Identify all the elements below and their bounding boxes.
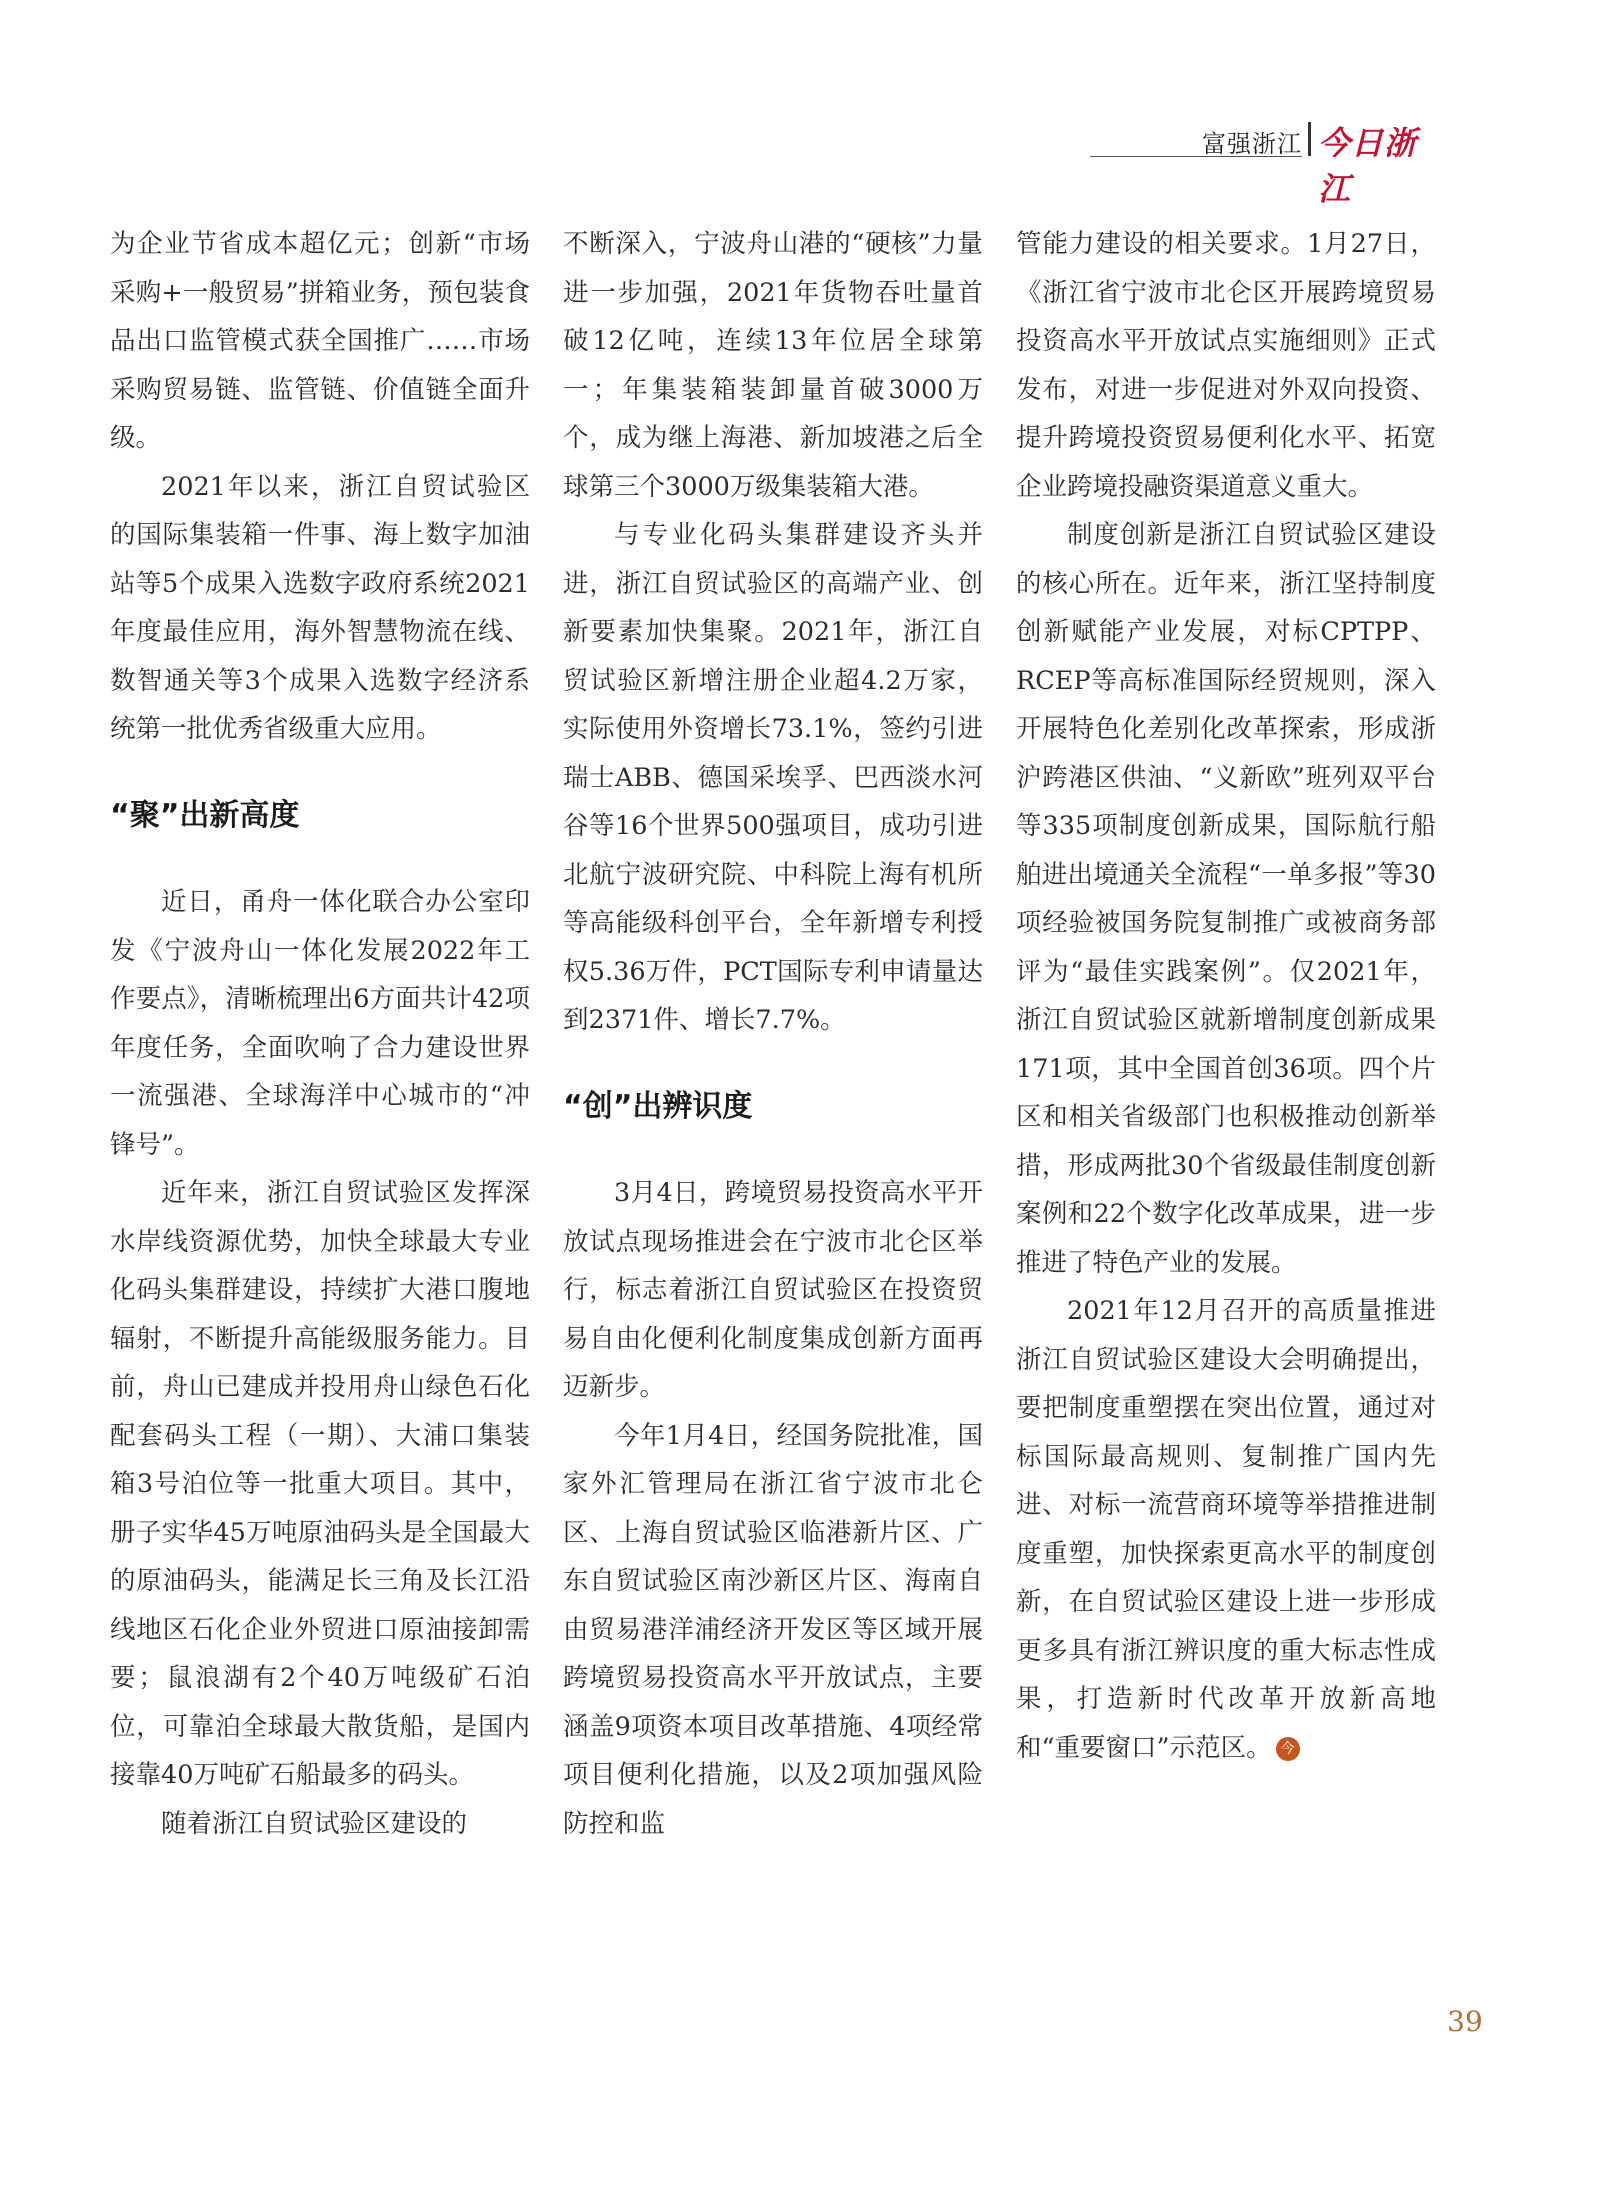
end-mark-icon: 今: [1276, 1737, 1300, 1761]
paragraph: 2021年以来，浙江自贸试验区的国际集装箱一件事、海上数字加油站等5个成果入选数字政府系统2021年度最佳应用，海外智慧物流在线、数智通关等3个成果入选数字经济系统第一批优秀省级重大应用。: [110, 471, 530, 744]
paragraph-final: [1016, 1287, 1436, 1772]
paragraph: 近年来，浙江自贸试验区发挥深水岸线资源优势，加快全球最大专业化码头集群建设，持续扩大港口腹地辐射，不断提升高能级服务能力。目前，舟山已建成并投用舟山绿色石化配套码头工程（一期）、大浦口集装箱3号泊位等一批重大项目。其中，册子实华45万吨原油码头是全国最大的原油码头，能满足长三角及长江沿线地区石化企业外贸进口原油接卸需要；鼠浪湖有2个40万吨级矿石泊位，可靠泊全球最大散货船，是国内接靠40万吨矿石船最多的码头。: [110, 1178, 530, 1790]
page-header: [1090, 118, 1435, 208]
column-2: [563, 220, 983, 1848]
section-heading: “创”出辨识度: [563, 1088, 753, 1124]
paragraph: 管能力建设的相关要求。1月27日，《浙江省宁波市北仑区开展跨境贸易投资高水平开放试点实施细则》正式发布，对进一步促进对外双向投资、提升跨境投资贸易便利化水平、拓宽企业跨境投融资渠道意义重大。: [1016, 229, 1436, 502]
paragraph: 近日，甬舟一体化联合办公室印发《宁波舟山一体化发展2022年工作要点》，清晰梳理出6方面共计42项年度任务，全面吹响了合力建设世界一流强港、全球海洋中心城市的“冲锋号”。: [110, 887, 530, 1160]
section-heading: “聚”出新高度: [110, 797, 300, 833]
paragraph: 与专业化码头集群建设齐头并进，浙江自贸试验区的高端产业、创新要素加快集聚。2021年，浙江自贸试验区新增注册企业超4.2万家，实际使用外资增长73.1%，签约引进瑞士ABB、德国采埃孚、巴西淡水河谷等16个世界500强项目，成功引进北航宁波研究院、中科院上海有机所等高能级科创平台，全年新增专利授权5.36万件，PCT国际专利申请量达到2371件、增长7.7%。: [563, 520, 983, 1035]
column-3: [1016, 220, 1436, 1772]
paragraph: 随着浙江自贸试验区建设的: [161, 1808, 468, 1839]
paragraph: 今年1月4日，经国务院批准，国家外汇管理局在浙江省宁波市北仑区、上海自贸试验区临港新片区、广东自贸试验区南沙新区片区、海南自由贸易港洋浦经济开发区等区域开展跨境贸易投资高水平开放试点，主要涵盖9项资本项目改革措施、4项经常项目便利化措施，以及2项加强风险防控和监: [563, 1420, 983, 1839]
paragraph-text: 2021年12月召开的高质量推进浙江自贸试验区建设大会明确提出，要把制度重塑摆在突出位置，通过对标国际最高规则、复制推广国内先进、对标一流营商环境等举措推进制度重塑，加快探索更高水平的制度创新，在自贸试验区建设上进一步形成更多具有浙江辨识度的重大标志性成果，打造新时代改革开放新高地和“重要窗口”示范区。: [1016, 1296, 1436, 1763]
page-number: 39: [1447, 2005, 1483, 2038]
column-1: [110, 220, 530, 1848]
magazine-logo: 今日浙江: [1318, 124, 1418, 208]
paragraph: 3月4日，跨境贸易投资高水平开放试点现场推进会在宁波市北仑区举行，标志着浙江自贸试验区在投资贸易自由化便利化制度集成创新方面再迈新步。: [563, 1178, 983, 1402]
section-title: 富强浙江: [1202, 130, 1302, 158]
paragraph: 不断深入，宁波舟山港的“硬核”力量进一步加强，2021年货物吞吐量首破12亿吨，连续13年位居全球第一；年集装箱装卸量首破3000万个，成为继上海港、新加坡港之后全球第三个3000万级集装箱大港。: [563, 229, 983, 502]
header-divider: [1308, 122, 1311, 156]
paragraph: 制度创新是浙江自贸试验区建设的核心所在。近年来，浙江坚持制度创新赋能产业发展，对标CPTPP、RCEP等高标准国际经贸规则，深入开展特色化差别化改革探索，形成浙沪跨港区供油、“义新欧”班列双平台等335项制度创新成果，国际航行船舶进出境通关全流程“一单多报”等30项经验被国务院复制推广或被商务部评为“最佳实践案例”。仅2021年，浙江自贸试验区就新增制度创新成果171项，其中全国首创36项。四个片区和相关省级部门也积极推动创新举措，形成两批30个省级最佳制度创新案例和22个数字化改革成果，进一步推进了特色产业的发展。: [1016, 520, 1436, 1278]
paragraph: 为企业节省成本超亿元；创新“市场采购+一般贸易”拼箱业务，预包装食品出口监管模式获全国推广……市场采购贸易链、监管链、价值链全面升级。: [110, 229, 530, 453]
